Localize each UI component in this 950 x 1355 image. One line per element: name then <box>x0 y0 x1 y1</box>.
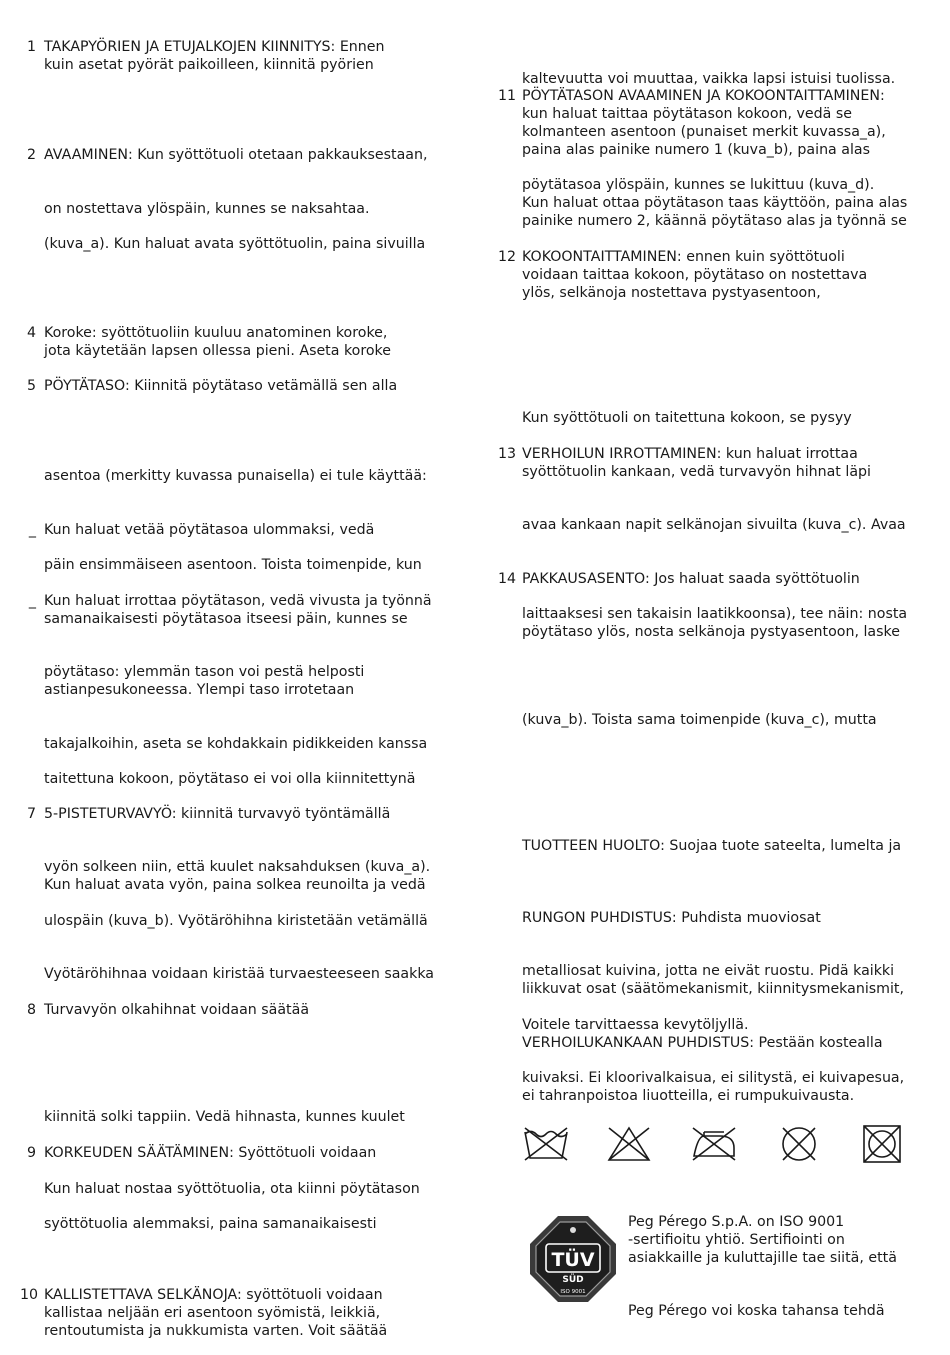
text-line: kuivaksi. Ei kloorivalkaisua, ei silitystä, ei kuivapesua, <box>522 1070 905 1086</box>
paragraph <box>522 176 907 230</box>
text-line: (kuva_b). Toista sama toimenpide (kuva_c), mutta <box>522 712 877 728</box>
text-line: AVAAMINEN: Kun syöttötuoli otetaan pakkauksestaan, <box>44 147 428 163</box>
paragraph <box>44 146 427 164</box>
paragraph <box>522 605 907 641</box>
text-line: jota käytetään lapsen ollessa pieni. Aseta koroke <box>44 343 391 359</box>
item-number: 1 <box>26 39 36 55</box>
text-line: Kun haluat irrottaa pöytätason, vedä vivusta ja työnnä <box>44 593 432 609</box>
item-number: 11 <box>498 88 517 104</box>
text-line: PÖYTÄTASO: Kiinnitä pöytätaso vetämällä sen alla <box>44 378 398 394</box>
paragraph <box>44 1108 405 1126</box>
text-line: laittaaksesi sen takaisin laatikkoonsa), tee näin: nosta <box>522 606 908 622</box>
bullet-marker: _ <box>28 593 36 609</box>
text-line: Peg Pérego S.p.A. on ISO 9001 <box>628 1214 845 1230</box>
paragraph <box>522 711 877 729</box>
paragraph <box>44 1180 420 1198</box>
item-number: 13 <box>498 446 517 462</box>
text-line: VERHOILUKANKAAN PUHDISTUS: Pestään kostealla <box>522 1035 883 1051</box>
text-line: taitettuna kokoon, pöytätaso ei voi olla kiinnitettynä <box>44 771 416 787</box>
tuv-logo-small: ISO 9001 <box>560 1289 586 1295</box>
text-line: päin ensimmäiseen asentoon. Toista toimenpide, kun <box>44 557 422 573</box>
paragraph <box>522 87 886 159</box>
paragraph <box>44 521 374 539</box>
text-line: 5-PISTETURVAVYÖ: kiinnitä turvavyö työntämällä <box>44 806 391 822</box>
text-line: pöytätaso ylös, nosta selkänoja pystyasentoon, laske <box>522 624 900 640</box>
text-line: KALLISTETTAVA SELKÄNOJA: syöttötuoli voidaan <box>44 1287 383 1303</box>
paragraph <box>44 377 397 395</box>
paragraph <box>44 770 415 788</box>
paragraph <box>44 663 364 699</box>
paragraph <box>44 912 428 930</box>
text-line: Peg Pérego voi koska tahansa tehdä <box>628 1303 885 1319</box>
text-line: pöytätaso: ylemmän tason voi pestä helposti <box>44 664 365 680</box>
text-line: Koroke: syöttötuoliin kuuluu anatominen koroke, <box>44 325 388 341</box>
no-bleach-icon <box>605 1124 653 1164</box>
text-line: painike numero 2, käännä pöytätaso alas ja työnnä se <box>522 213 907 229</box>
paragraph <box>522 409 852 427</box>
paragraph <box>44 467 427 485</box>
paragraph <box>522 909 821 927</box>
paragraph <box>44 805 390 823</box>
text-line: Kun haluat ottaa pöytätason taas käyttöön, paina alas <box>522 195 908 211</box>
tuv-logo-sub: SÜD <box>562 1275 584 1285</box>
text-line: PÖYTÄTASON AVAAMINEN JA KOKOONTAITTAMINEN: <box>522 88 885 104</box>
text-line: ei tahranpoistoa liuotteilla, ei rumpukuivausta. <box>522 1088 855 1104</box>
item-number: 7 <box>26 806 36 822</box>
text-line: KORKEUDEN SÄÄTÄMINEN: Syöttötuoli voidaan <box>44 1145 377 1161</box>
text-line: Vyötäröhihnaa voidaan kiristää turvaesteeseen saakka <box>44 966 434 982</box>
text-line: RUNGON PUHDISTUS: Puhdista muoviosat <box>522 910 821 926</box>
text-line: astianpesukoneessa. Ylempi taso irrotetaan <box>44 682 355 698</box>
text-line: Kun haluat nostaa syöttötuolia, ota kiinni pöytätason <box>44 1181 420 1197</box>
paragraph <box>522 445 871 481</box>
text-line: VERHOILUN IRROTTAMINEN: kun haluat irrottaa <box>522 446 858 462</box>
text-line: Kun haluat vetää pöytätasoa ulommaksi, vedä <box>44 522 375 538</box>
text-line: ylös, selkänoja nostettava pystyasentoon, <box>522 285 821 301</box>
paragraph <box>44 1286 387 1340</box>
paragraph <box>522 837 901 855</box>
paragraph <box>522 1069 904 1105</box>
text-line: on nostettava ylöspäin, kunnes se naksahtaa. <box>44 201 370 217</box>
item-number: 10 <box>20 1287 39 1303</box>
item-number: 14 <box>498 571 517 587</box>
text-line: pöytätasoa ylöspäin, kunnes se lukittuu (kuva_d). <box>522 177 875 193</box>
paragraph <box>522 248 867 302</box>
paragraph <box>44 735 427 753</box>
item-number: 12 <box>498 249 517 265</box>
text-line: rentoutumista ja nukkumista varten. Voit säätää <box>44 1323 388 1339</box>
paragraph <box>44 965 434 983</box>
text-line: syöttötuolia alemmaksi, paina samanaikaisesti <box>44 1216 377 1232</box>
text-line: kallistaa neljään eri asentoon syömistä, leikkiä, <box>44 1305 381 1321</box>
text-line: KOKOONTAITTAMINEN: ennen kuin syöttötuoli <box>522 249 845 265</box>
text-line: syöttötuolin kankaan, vedä turvavyön hihnat läpi <box>522 464 871 480</box>
text-line: metalliosat kuivina, jotta ne eivät ruostu. Pidä kaikki <box>522 963 895 979</box>
certificate-text <box>628 1213 897 1267</box>
paragraph <box>44 235 425 253</box>
paragraph <box>44 1144 376 1162</box>
item-number: 9 <box>26 1145 36 1161</box>
no-tumble-dry-icon <box>858 1124 906 1164</box>
text-line: liikkuvat osat (säätömekanismit, kiinnitysmekanismit, <box>522 981 904 997</box>
text-line: Kun haluat avata vyön, paina solkea reunoilta ja vedä <box>44 877 426 893</box>
paragraph <box>522 1016 883 1052</box>
text-line: avaa kankaan napit selkänojan sivuilta (kuva_c). Avaa <box>522 517 906 533</box>
text-line: Kun syöttötuoli on taitettuna kokoon, se pysyy <box>522 410 852 426</box>
text-line: TAKAPYÖRIEN JA ETUJALKOJEN KIINNITYS: Ennen <box>44 39 385 55</box>
paragraph <box>44 556 422 574</box>
paragraph <box>44 858 430 894</box>
no-dry-clean-icon <box>775 1124 823 1164</box>
text-line: vyön solkeen niin, että kuulet naksahduksen (kuva_a). <box>44 859 431 875</box>
text-line: kuin asetat pyörät paikoilleen, kiinnitä pyörien <box>44 57 374 73</box>
text-line: PAKKAUSASENTO: Jos haluat saada syöttötuolin <box>522 571 860 587</box>
item-number: 4 <box>26 325 36 341</box>
tuv-logo-text: TÜV <box>551 1249 595 1271</box>
text-line: voidaan taittaa kokoon, pöytätaso on nostettava <box>522 267 868 283</box>
text-line: asiakkaille ja kuluttajille tae siitä, että <box>628 1250 897 1266</box>
text-line: kun haluat taittaa pöytätason kokoon, vedä se <box>522 106 852 122</box>
paragraph <box>522 516 906 534</box>
text-line: samanaikaisesti pöytätasoa itseesi päin, kunnes se <box>44 611 408 627</box>
paragraph <box>44 324 391 360</box>
paragraph <box>522 962 904 998</box>
text-line: kaltevuutta voi muuttaa, vaikka lapsi istuisi tuolissa. <box>522 71 896 87</box>
text-line: kolmanteen asentoon (punaiset merkit kuvassa_a), <box>522 124 886 140</box>
paragraph <box>44 592 432 628</box>
text-line: kiinnitä solki tappiin. Vedä hihnasta, kunnes kuulet <box>44 1109 405 1125</box>
no-wash-icon <box>522 1124 570 1164</box>
paragraph <box>44 1001 309 1019</box>
paragraph <box>44 1215 377 1233</box>
text-line: takajalkoihin, aseta se kohdakkain pidikkeiden kanssa <box>44 736 428 752</box>
text-line: Voitele tarvittaessa kevytöljyllä. <box>522 1017 749 1033</box>
item-number: 2 <box>26 147 36 163</box>
text-line: ulospäin (kuva_b). Vyötäröhihna kiristetään vetämällä <box>44 913 428 929</box>
text-line: paina alas painike numero 1 (kuva_b), paina alas <box>522 142 870 158</box>
item-number: 5 <box>26 378 36 394</box>
paragraph <box>44 200 369 218</box>
text-line: -sertifioitu yhtiö. Sertifiointi on <box>628 1232 845 1248</box>
bullet-marker: _ <box>28 522 36 538</box>
text-line: (kuva_a). Kun haluat avata syöttötuolin, paina sivuilla <box>44 236 426 252</box>
text-line: TUOTTEEN HUOLTO: Suojaa tuote sateelta, lumelta ja <box>522 838 902 854</box>
certificate-last-line <box>628 1302 885 1320</box>
text-line: Turvavyön olkahihnat voidaan säätää <box>44 1002 310 1018</box>
paragraph <box>44 38 385 74</box>
tuv-certification-logo <box>528 1214 618 1304</box>
paragraph <box>522 70 895 88</box>
text-line: asentoa (merkitty kuvassa punaisella) ei tule käyttää: <box>44 468 427 484</box>
item-number: 8 <box>26 1002 36 1018</box>
paragraph <box>522 570 860 588</box>
no-iron-icon <box>690 1124 738 1164</box>
